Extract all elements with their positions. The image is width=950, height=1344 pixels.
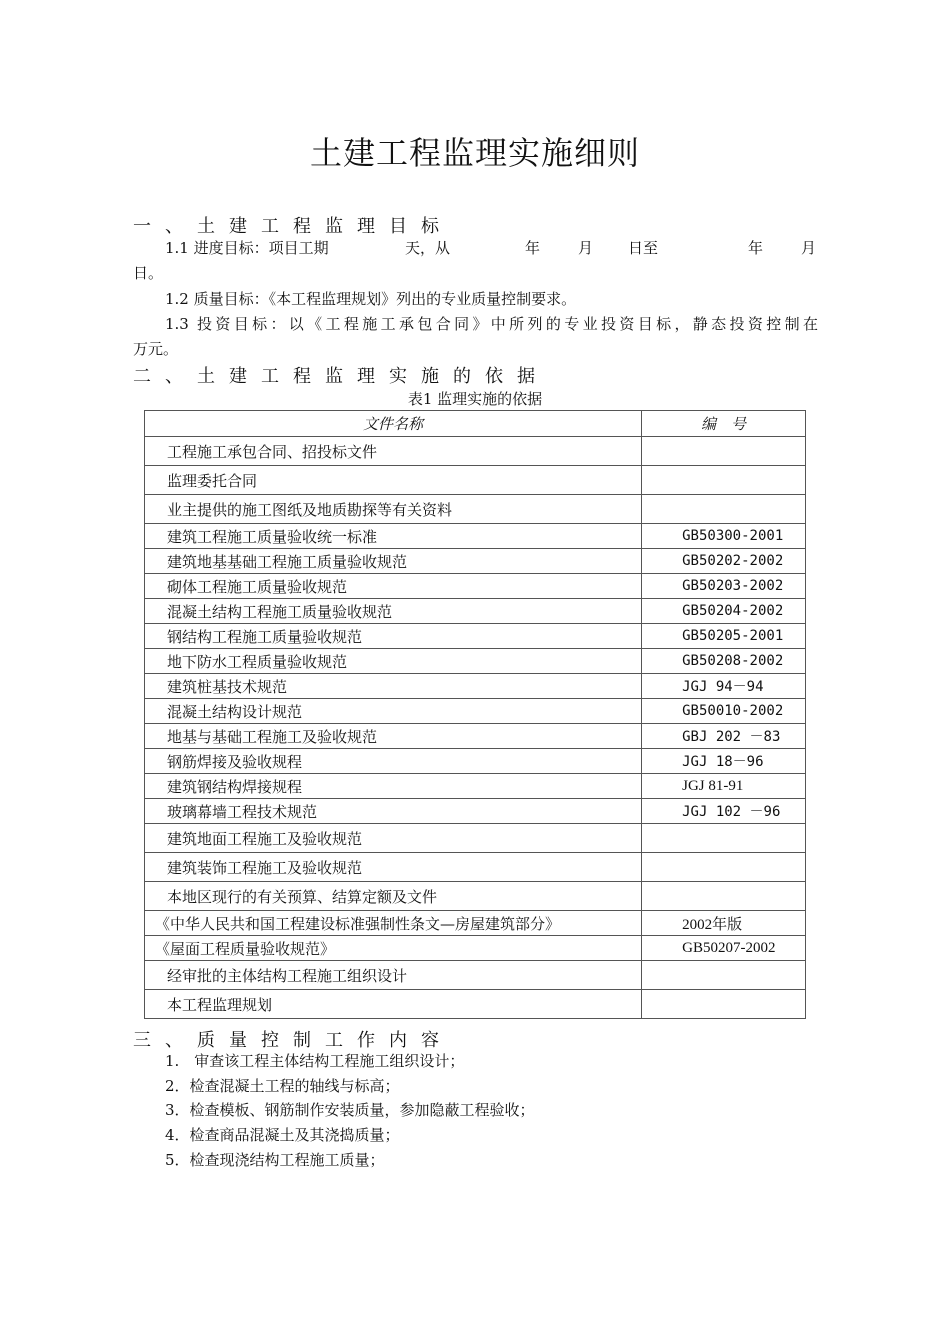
page-title: 土建工程监理实施细则 xyxy=(309,134,640,172)
list-item: 1. 审查该工程主体结构工程施工组织设计； xyxy=(165,1052,465,1070)
section1-heading: 一、土建工程监理目标 xyxy=(133,216,453,237)
list-item: 3．检查模板、钢筋制作安装质量，参加隐蔽工程验收； xyxy=(165,1101,535,1119)
column-header-code: 编 号 xyxy=(642,411,806,437)
table-row: 业主提供的施工图纸及地质勘探等有关资料 xyxy=(145,495,806,524)
progress-goal-label: 1.1 进度目标：项目工期 xyxy=(165,239,329,257)
table-row: 建筑地基基础工程施工质量验收规范 GB50202-2002 xyxy=(145,549,806,574)
table-row: 地下防水工程质量验收规范 GB50208-2002 xyxy=(145,649,806,674)
quality-goal: 1.2 质量目标：《本工程监理规划》列出的专业质量控制要求。 xyxy=(165,290,577,308)
table-row: 监理委托合同 xyxy=(145,466,806,495)
basis-table xyxy=(144,410,806,1019)
list-item: 5．检查现浇结构工程施工质量； xyxy=(165,1151,385,1169)
list-item: 4．检查商品混凝土及其浇捣质量； xyxy=(165,1126,400,1144)
table-row: 建筑钢结构焊接规程 JGJ 81-91 xyxy=(145,774,806,799)
table-row: 玻璃幕墙工程技术规范 JGJ 102 －96 xyxy=(145,799,806,824)
table-row: 建筑地面工程施工及验收规范 xyxy=(145,824,806,853)
progress-goal-line: 1.1 进度目标：项目工期 天，从 年 月 日至 年 月 xyxy=(133,236,818,261)
section3-heading: 三、质量控制工作内容 xyxy=(133,1030,453,1051)
section2-heading: 二、土建工程监理实施的依据 xyxy=(133,366,549,387)
table-row: 《中华人民共和国工程建设标准强制性条文—房屋建筑部分》 2002年版 xyxy=(145,911,806,936)
table-row: 混凝土结构工程施工质量验收规范 GB50204-2002 xyxy=(145,599,806,624)
table-row: 本地区现行的有关预算、结算定额及文件 xyxy=(145,882,806,911)
table-row: 钢结构工程施工质量验收规范 GB50205-2001 xyxy=(145,624,806,649)
table-row: 砌体工程施工质量验收规范 GB50203-2002 xyxy=(145,574,806,599)
investment-goal-line2: 万元。 xyxy=(133,340,179,358)
table-row: 工程施工承包合同、招投标文件 xyxy=(145,437,806,466)
table-row: 地基与基础工程施工及验收规范 GBJ 202 －83 xyxy=(145,724,806,749)
table-row: 钢筋焊接及验收规程 JGJ 18－96 xyxy=(145,749,806,774)
table-row: 建筑工程施工质量验收统一标准 GB50300-2001 xyxy=(145,524,806,549)
table-row: 混凝土结构设计规范 GB50010-2002 xyxy=(145,699,806,724)
table-row: 《屋面工程质量验收规范》 GB50207-2002 xyxy=(145,936,806,961)
table-row: 建筑桩基技术规范 JGJ 94－94 xyxy=(145,674,806,699)
table-row: 建筑装饰工程施工及验收规范 xyxy=(145,853,806,882)
column-header-name: 文件名称 xyxy=(145,411,642,437)
table-row: 本工程监理规划 xyxy=(145,990,806,1019)
progress-goal-end: 日。 xyxy=(133,264,164,282)
table-caption: 表1 监理实施的依据 xyxy=(407,390,543,408)
table-row: 经审批的主体结构工程施工组织设计 xyxy=(145,961,806,990)
investment-goal-line1: 1.3 投资目标：以《工程施工承包合同》中所列的专业投资目标，静态投资控制在 xyxy=(165,315,818,333)
list-item: 2．检查混凝土工程的轴线与标高； xyxy=(165,1077,400,1095)
